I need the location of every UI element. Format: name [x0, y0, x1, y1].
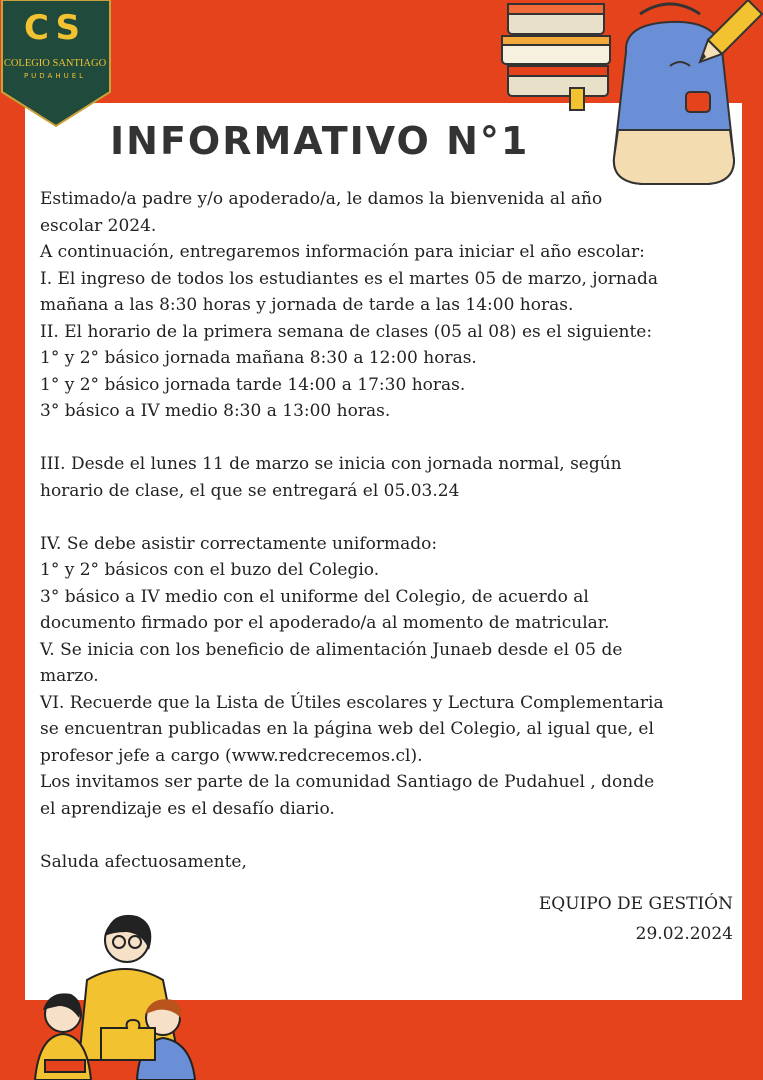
body-line: se encuentran publicadas en la página web del Colegio, al igual que, el [40, 719, 654, 739]
body-line: 1° y 2° básico jornada tarde 14:00 a 17:30 horas. [40, 374, 466, 395]
letter-body [40, 186, 730, 875]
body-line: III. Desde el lunes 11 de marzo se inicia con jornada normal, según [40, 454, 622, 474]
paragraph-gap [40, 425, 730, 452]
crest-commune: PUDAHUEL [23, 72, 87, 80]
greeting-line: Saluda afectuosamente, [40, 851, 247, 872]
paragraph-gap [40, 822, 730, 849]
body-line: documento firmado por el apoderado/a al momento de matricular. [40, 613, 610, 633]
body-line: el aprendizaje es el desafío diario. [40, 798, 335, 819]
body-line: escolar 2024. [40, 215, 157, 236]
body-line: horario de clase, el que se entregará el 05.03.24 [40, 480, 460, 501]
body-line: V. Se inicia con los beneficio de alimentación Junaeb desde el 05 de [40, 639, 623, 660]
body-line: A continuación, entregaremos información para iniciar el año escolar: [40, 242, 645, 262]
signoff-date: 29.02.2024 [635, 924, 733, 944]
body-line: I. El ingreso de todos los estudiantes es el martes 05 de marzo, jornada [40, 268, 659, 289]
paragraph-gap [40, 504, 730, 531]
body-line: 1° y 2° básicos con el buzo del Colegio. [40, 560, 380, 580]
crest-school-name: COLEGIO SANTIAGO [3, 58, 107, 69]
page-title: INFORMATIVO N°1 [110, 119, 530, 163]
body-line: II. El horario de la primera semana de clases (05 al 08) es el siguiente: [40, 321, 653, 342]
body-line: Los invitamos ser parte de la comunidad Santiago de Pudahuel , donde [40, 772, 655, 792]
body-line: profesor jefe a cargo (www.redcrecemos.cl). [40, 745, 423, 766]
book-stack-icon [502, 4, 610, 110]
signoff-block [539, 889, 733, 949]
body-line: 1° y 2° básico jornada mañana 8:30 a 12:00 horas. [40, 348, 477, 368]
students-puzzle-illustration [15, 910, 230, 1080]
signoff-team: EQUIPO DE GESTIÓN [538, 894, 733, 914]
body-line: IV. Se debe asistir correctamente uniformado: [40, 533, 438, 554]
books-backpack-pencil-illustration [494, 0, 763, 195]
body-line: VI. Recuerde que la Lista de Útiles escolares y Lectura Complementaria [40, 692, 664, 713]
crest-initials: CS [23, 8, 87, 48]
body-line: marzo. [40, 666, 99, 686]
body-line: Estimado/a padre y/o apoderado/a, le damos la bienvenida al año [40, 189, 603, 209]
school-crest-logo [0, 0, 112, 130]
body-line: 3° básico a IV medio 8:30 a 13:00 horas. [40, 401, 391, 421]
body-line: 3° básico a IV medio con el uniforme del Colegio, de acuerdo al [40, 586, 589, 607]
body-line: mañana a las 8:30 horas y jornada de tarde a las 14:00 horas. [40, 295, 574, 315]
